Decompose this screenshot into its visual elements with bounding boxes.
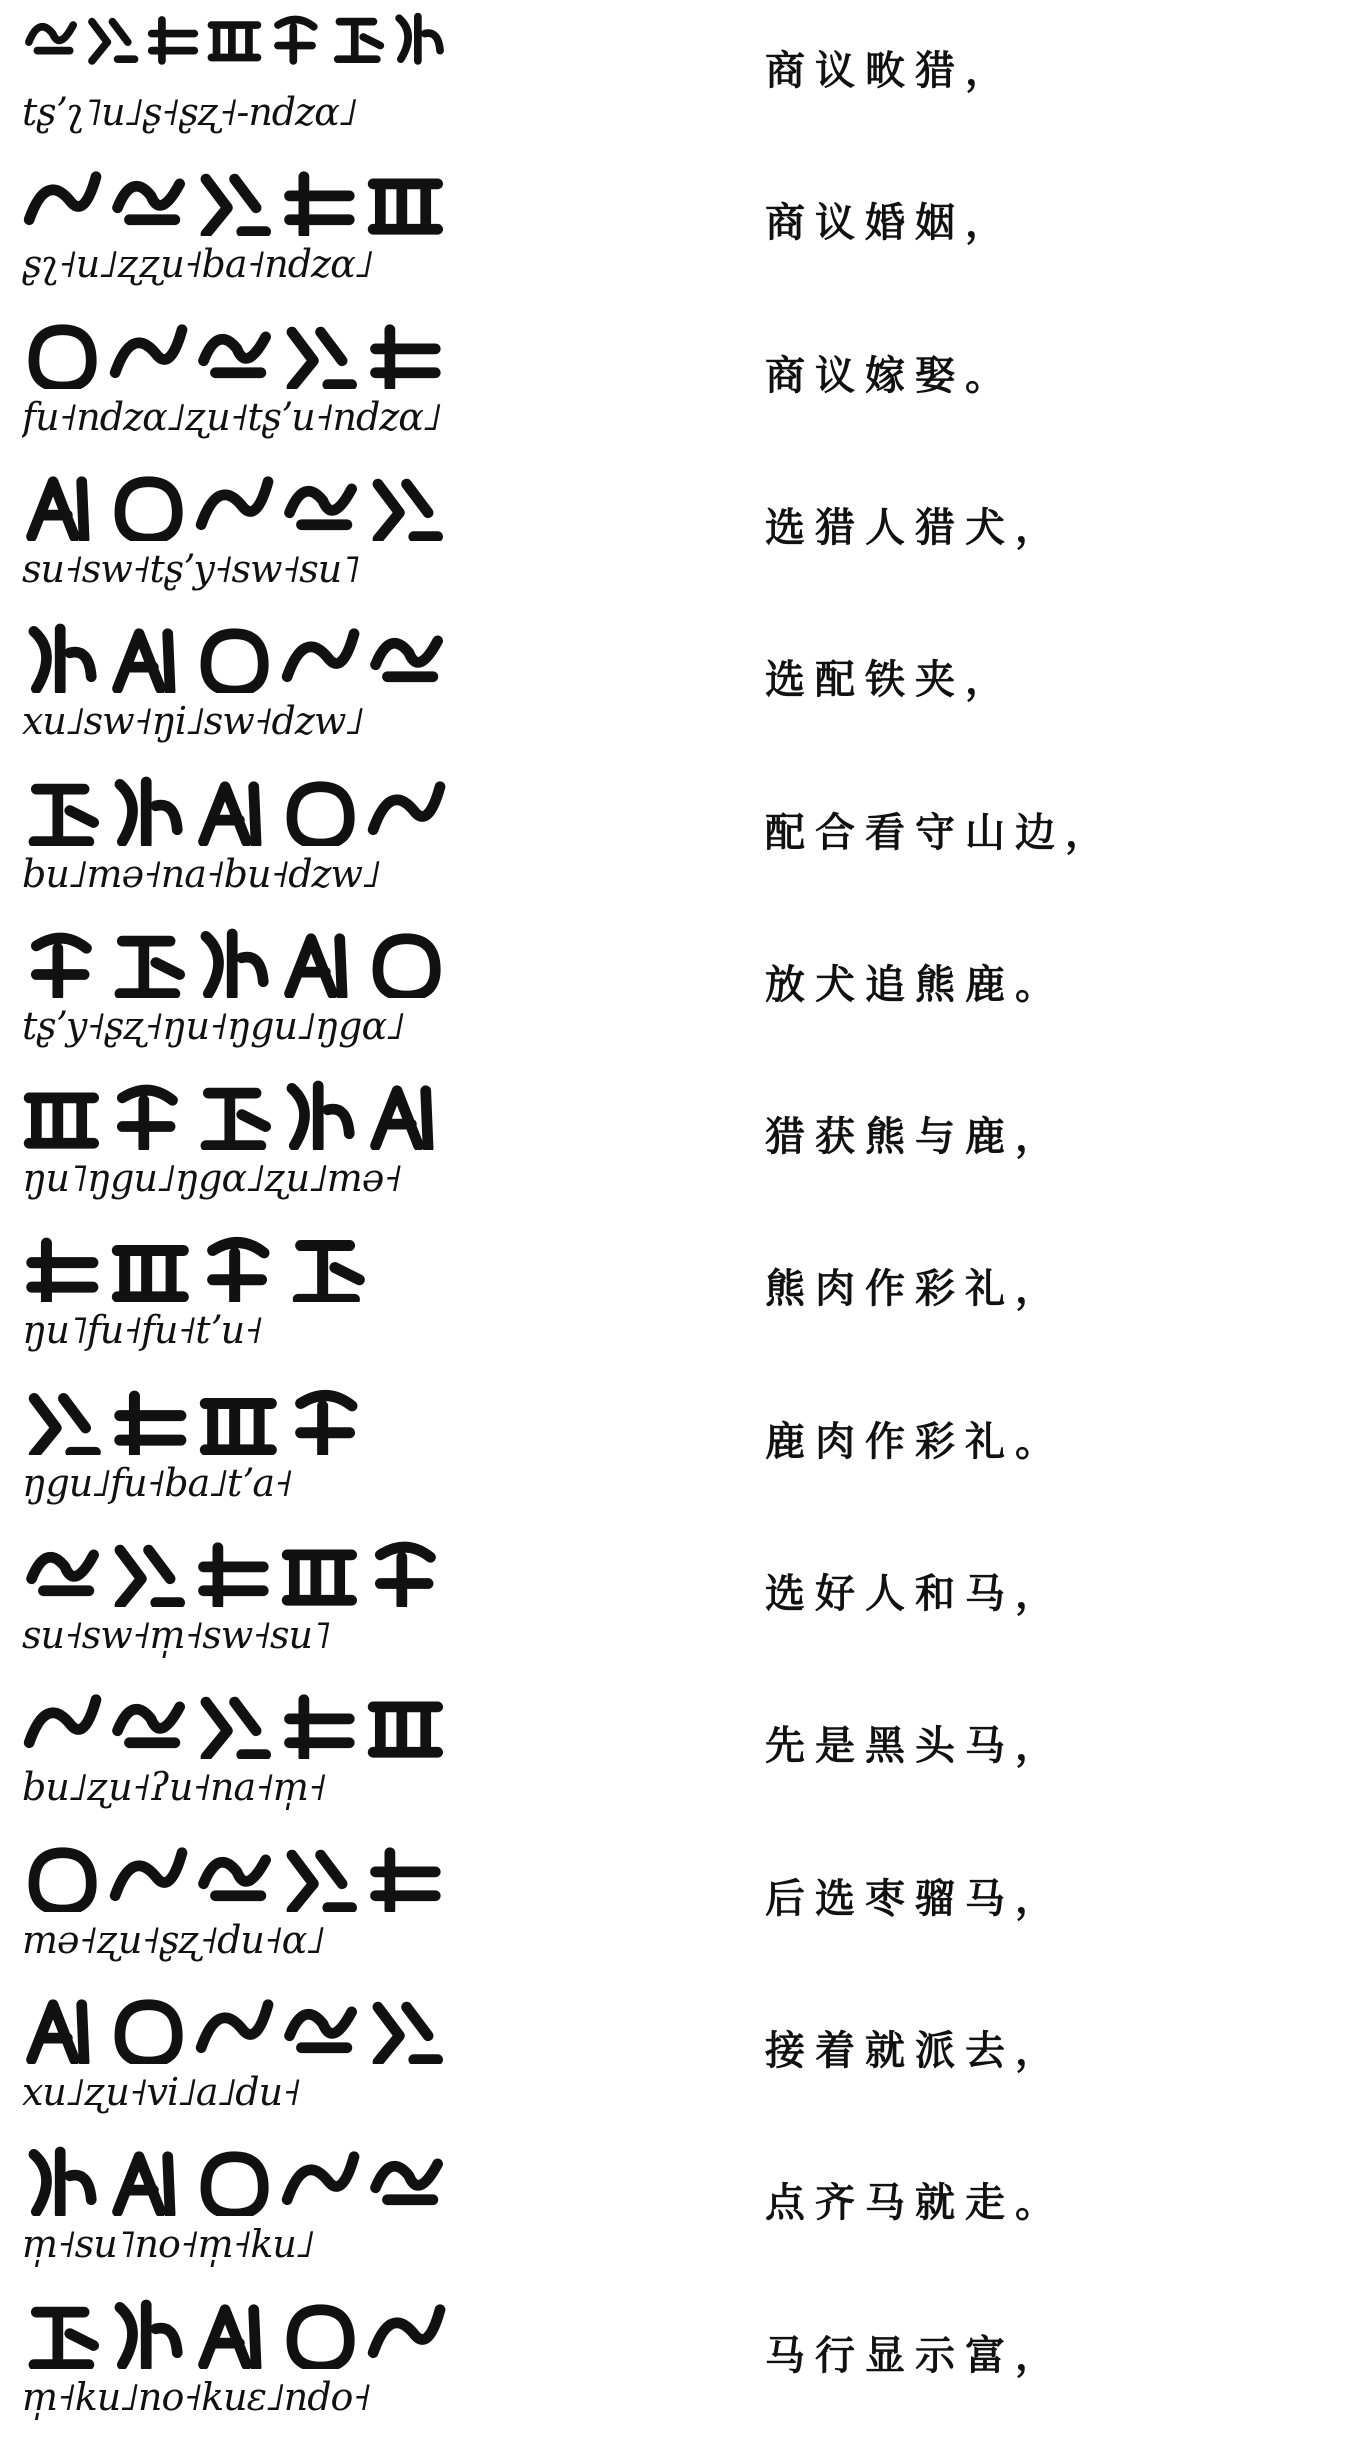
handwritten-script (18, 2289, 458, 2433)
script-glyph (292, 1855, 352, 1910)
script-glyph (287, 1555, 351, 1600)
chinese-translation: 选好人和马， (765, 1571, 1065, 1617)
handwritten-script (18, 4, 458, 148)
script-glyph (287, 2157, 354, 2200)
verse-line (0, 2132, 1359, 2284)
script-glyph (373, 787, 440, 830)
chinese-translation: 商议婚姻， (765, 200, 1015, 246)
handwritten-script (18, 156, 458, 300)
script-glyph (120, 941, 180, 994)
script-glyph (34, 789, 94, 842)
script-glyph (120, 782, 177, 844)
script-glyph (399, 17, 440, 61)
script-glyph (120, 482, 177, 539)
phonetic-transcription: ʂʅ˧u˩ʐʐu˧ba˧ndzɑ˩ (22, 242, 373, 286)
phonetic-transcription: m̩˧ku˩no˧kuɛ˩ndo˧ (22, 2375, 371, 2419)
phonetic-transcription: su˧sw˧tʂʼy˧sw˧su˥ (22, 547, 360, 591)
verse-line (0, 2285, 1359, 2437)
script-glyph (378, 2007, 438, 2062)
script-glyph (290, 939, 343, 996)
script-glyph (373, 1707, 437, 1752)
chinese-translation: 熊肉作彩礼， (765, 1266, 1065, 1312)
script-glyph (118, 634, 171, 691)
script-glyph (376, 330, 436, 387)
verse-line (0, 457, 1359, 609)
verse-line (0, 0, 1359, 152)
script-glyph (206, 634, 263, 691)
verse-line (0, 1218, 1359, 1370)
handwritten-script (18, 1679, 458, 1823)
script-glyph-row (18, 1679, 458, 1759)
chinese-translation: 选配铁夹， (765, 657, 1015, 703)
script-glyph (34, 330, 91, 387)
script-glyph (206, 2157, 263, 2214)
script-glyph (118, 2157, 171, 2214)
script-glyph (34, 1853, 91, 1910)
chinese-translation: 放犬追熊鹿。 (765, 962, 1065, 1008)
handwritten-script (18, 1832, 458, 1976)
script-glyph-row (18, 1832, 458, 1912)
phonetic-transcription: tʂʼy˧ʂʐ˧ŋu˧ŋgu˩ŋgɑ˩ (22, 1004, 404, 1048)
verse-line (0, 1675, 1359, 1827)
verse-line (0, 609, 1359, 761)
script-glyph (32, 1243, 93, 1302)
script-glyph (292, 2310, 349, 2367)
script-glyph (34, 1399, 95, 1455)
script-glyph (120, 2305, 177, 2367)
phonetic-transcription: mə˧ʐu˧ʂʐ˧du˧ɑ˩ (22, 1918, 325, 1962)
chinese-translation: 商议嫁娶。 (765, 353, 1015, 399)
verse-line (0, 305, 1359, 457)
script-glyph (206, 1093, 266, 1146)
script-glyph-row (18, 1222, 458, 1302)
chinese-translation: 接着就派去， (765, 2028, 1065, 2074)
handwritten-script (18, 461, 458, 605)
script-glyph-row (18, 156, 458, 236)
phonetic-transcription: tʂʼʅ˥u˩ʂ˧ʂʐ˧-ndzɑ˩ (22, 90, 357, 134)
script-glyph (290, 2012, 352, 2048)
script-glyph (204, 2310, 257, 2367)
script-glyph (32, 482, 85, 539)
script-glyph (29, 1700, 96, 1743)
script-glyph (213, 1242, 264, 1301)
script-glyph (338, 22, 381, 60)
chinese-translation: 马行显示富， (765, 2333, 1065, 2379)
verse-line (0, 1980, 1359, 2132)
verse-line (0, 762, 1359, 914)
script-glyph (29, 177, 96, 220)
script-glyph-row (18, 1984, 458, 2064)
script-glyph (211, 25, 257, 57)
script-glyph (120, 1396, 181, 1455)
script-glyph (120, 2005, 177, 2062)
chinese-translation: 商议畋猎， (765, 48, 1015, 94)
handwritten-script (18, 1375, 458, 1519)
phonetic-transcription: su˧sw˧m̩˧sw˧su˥ (22, 1613, 330, 1657)
script-glyph-row (18, 2136, 458, 2216)
script-glyph (120, 1550, 180, 1605)
script-glyph-row (18, 766, 458, 846)
script-glyph (204, 787, 257, 844)
phonetic-transcription: ŋu˥fu˧fu˧tʼu˧ (22, 1308, 262, 1352)
script-glyph (29, 25, 73, 51)
verse-line (0, 152, 1359, 304)
script-glyph (380, 1547, 430, 1605)
handwritten-script (18, 1070, 458, 1214)
verse-line (0, 1828, 1359, 1980)
script-glyph (32, 2005, 85, 2062)
script-glyph (92, 22, 135, 61)
phonetic-transcription: bu˩mə˧na˧bu˧dzw˩ (22, 852, 380, 896)
chinese-translation: 选猎人猎犬， (765, 505, 1065, 551)
script-glyph (290, 177, 350, 234)
handwritten-script (18, 918, 458, 1062)
handwritten-script (18, 1527, 458, 1671)
handwritten-script (18, 1984, 458, 2128)
script-glyph (34, 629, 91, 691)
phonetic-transcription: ŋu˥ŋgu˩ŋgɑ˩ʐu˩mə˧ (22, 1156, 402, 1200)
handwritten-script (18, 1222, 458, 1366)
script-glyph-row (18, 918, 458, 998)
script-glyph (204, 337, 266, 373)
script-glyph (278, 19, 314, 60)
script-glyph (290, 1700, 350, 1757)
script-glyph-row (18, 613, 458, 693)
script-glyph (206, 1702, 266, 1757)
script-glyph (292, 787, 349, 844)
script-glyph (378, 939, 435, 996)
script-glyph (36, 938, 86, 996)
script-glyph-row (18, 309, 458, 389)
script-glyph (122, 1090, 172, 1148)
script-glyph (201, 2005, 268, 2048)
phonetic-transcription: xu˩sw˧ŋi˩sw˧dzw˩ (22, 699, 364, 743)
verse-line (0, 914, 1359, 1066)
script-glyph-row (18, 1527, 458, 1607)
script-glyph (298, 1246, 359, 1300)
script-glyph (290, 489, 352, 525)
phonetic-transcription: fu˧ndzɑ˩ʐu˧tʂʼu˧ndzɑ˩ (22, 395, 441, 439)
script-glyph (201, 482, 268, 525)
script-glyph (115, 330, 182, 373)
script-glyph (152, 20, 195, 61)
script-glyph (32, 1555, 94, 1591)
script-glyph-row (18, 4, 458, 84)
script-glyph (206, 934, 263, 996)
script-glyph (378, 484, 438, 539)
script-glyph (376, 1091, 429, 1148)
script-glyph (206, 179, 266, 234)
verse-line (0, 1371, 1359, 1523)
phonetic-transcription: m̩˧su˥no˧m̩˧ku˩ (22, 2222, 314, 2266)
chinese-translation: 猎获熊与鹿， (765, 1114, 1065, 1160)
chinese-translation: 先是黑头马， (765, 1723, 1065, 1769)
chinese-translation: 鹿肉作彩礼。 (765, 1419, 1065, 1465)
phonetic-transcription: ŋgu˩fu˧ba˩tʼa˧ (22, 1461, 292, 1505)
script-glyph (34, 2152, 91, 2214)
script-glyph-row (18, 1070, 458, 1150)
phonetic-transcription: bu˩ʐu˧ʔu˧na˧m̩˧ (22, 1765, 326, 1809)
script-glyph-row (18, 1375, 458, 1455)
script-glyph-row (18, 461, 458, 541)
handwritten-script (18, 309, 458, 453)
script-glyph (376, 2164, 438, 2200)
verse-line (0, 1523, 1359, 1675)
script-glyph (204, 1548, 264, 1605)
script-glyph (373, 2310, 440, 2353)
script-glyph (373, 184, 437, 229)
script-glyph (376, 1853, 436, 1910)
script-glyph (118, 184, 180, 220)
phonetic-transcription: xu˩ʐu˧vi˩a˩du˧ (22, 2070, 300, 2114)
verse-line (0, 1066, 1359, 1218)
script-glyph (292, 332, 352, 387)
script-glyph (29, 1098, 93, 1143)
script-glyph-row (18, 2289, 458, 2369)
chinese-translation: 后选枣骝马， (765, 1876, 1065, 1922)
handwritten-script (18, 2136, 458, 2280)
chinese-translation: 点齐马就走。 (765, 2180, 1065, 2226)
script-glyph (204, 1860, 266, 1896)
script-glyph (115, 1853, 182, 1896)
handwritten-script (18, 613, 458, 757)
chinese-translation: 配合看守山边， (765, 810, 1115, 856)
script-glyph (118, 1707, 180, 1743)
script-glyph (287, 634, 354, 677)
script-glyph (205, 1403, 271, 1449)
script-glyph (301, 1395, 352, 1454)
script-glyph (292, 1086, 349, 1148)
handwritten-script (18, 766, 458, 910)
script-glyph (376, 641, 438, 677)
script-glyph (117, 1250, 183, 1296)
script-glyph (34, 2312, 94, 2365)
